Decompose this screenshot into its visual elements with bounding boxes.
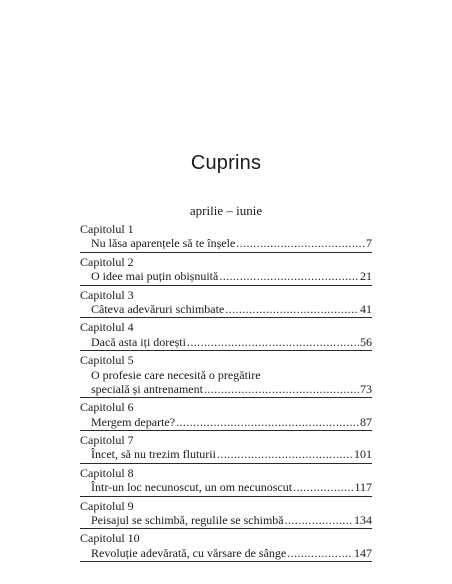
entry-divider — [80, 252, 372, 253]
chapter-line — [80, 368, 372, 382]
entry-divider — [80, 397, 372, 398]
toc-entry — [80, 255, 372, 286]
dot-leader — [217, 447, 353, 461]
chapter-page: 7 — [366, 236, 372, 251]
chapter-line — [80, 236, 372, 250]
entry-divider — [80, 528, 372, 529]
chapter-line — [80, 447, 372, 461]
chapter-title: Încet, să nu trezim fluturii — [91, 447, 216, 462]
chapter-line — [80, 269, 372, 283]
chapter-title: Peisajul se schimbă, regulile se schimbă — [91, 513, 284, 528]
entry-divider — [80, 561, 372, 562]
chapter-line — [80, 513, 372, 527]
toc-entry — [80, 433, 372, 464]
section-period: aprilie – iunie — [189, 203, 263, 218]
chapter-label: Capitolul 2 — [80, 254, 134, 269]
chapter-page: 117 — [354, 480, 372, 495]
chapter-title: Câteva adevăruri schimbate — [91, 301, 225, 316]
dot-leader — [285, 513, 353, 527]
dot-leader — [219, 269, 359, 283]
dot-leader — [293, 480, 353, 494]
entry-divider — [80, 285, 372, 286]
dot-leader — [287, 546, 353, 560]
chapter-label: Capitolul 7 — [80, 433, 134, 448]
toc-entry — [80, 353, 372, 398]
dot-leader — [236, 236, 365, 250]
chapter-title: Nu lăsa aparențele să te înșele — [91, 236, 236, 251]
chapter-label: Capitolul 6 — [80, 400, 134, 415]
chapter-page: 21 — [360, 269, 372, 284]
toc-entry — [80, 466, 372, 497]
chapter-line — [80, 382, 372, 396]
table-of-contents — [80, 222, 372, 564]
chapter-page: 73 — [360, 381, 372, 396]
chapter-label: Capitolul 1 — [80, 222, 134, 236]
dot-leader — [176, 415, 359, 429]
chapter-title: Într-un loc necunoscut, un om necunoscut — [91, 480, 293, 495]
chapter-title: Revoluție adevărată, cu vărsare de sânge — [91, 545, 287, 560]
dot-leader — [204, 382, 359, 396]
toc-entry — [80, 288, 372, 319]
chapter-title: Mergem departe? — [91, 414, 176, 429]
chapter-label: Capitolul 3 — [80, 287, 134, 302]
entry-divider — [80, 430, 372, 431]
toc-entry — [80, 320, 372, 351]
chapter-title: Dacă asta iți dorești — [91, 334, 186, 349]
page-title: Cuprins — [190, 152, 262, 174]
entry-divider — [80, 317, 372, 318]
chapter-page: 101 — [354, 447, 372, 462]
dot-leader — [225, 302, 359, 316]
toc-entry — [80, 531, 372, 562]
chapter-page: 56 — [360, 334, 372, 349]
chapter-page: 41 — [360, 301, 372, 316]
chapter-title: specială și antrenament — [91, 381, 203, 396]
chapter-page: 134 — [354, 513, 372, 528]
chapter-label: Capitolul 8 — [80, 465, 134, 480]
chapter-line — [80, 302, 372, 316]
chapter-page: 147 — [354, 545, 372, 560]
chapter-label: Capitolul 5 — [80, 353, 134, 368]
chapter-line — [80, 335, 372, 349]
toc-entry — [80, 400, 372, 431]
entry-divider — [80, 350, 372, 351]
chapter-line — [80, 480, 372, 494]
entry-divider — [80, 463, 372, 464]
chapter-label: Capitolul 4 — [80, 320, 134, 335]
chapter-label: Capitolul 10 — [80, 531, 140, 546]
entry-divider — [80, 496, 372, 497]
chapter-title-line1: O profesie care necesită o pregătire — [91, 367, 261, 382]
toc-entry — [80, 499, 372, 530]
chapter-label: Capitolul 9 — [80, 498, 134, 513]
chapter-title: O idee mai puțin obișnuită — [91, 269, 219, 284]
chapter-line — [80, 415, 372, 429]
chapter-line — [80, 546, 372, 560]
dot-leader — [187, 335, 359, 349]
toc-entry — [80, 222, 372, 253]
chapter-page: 87 — [360, 414, 372, 429]
